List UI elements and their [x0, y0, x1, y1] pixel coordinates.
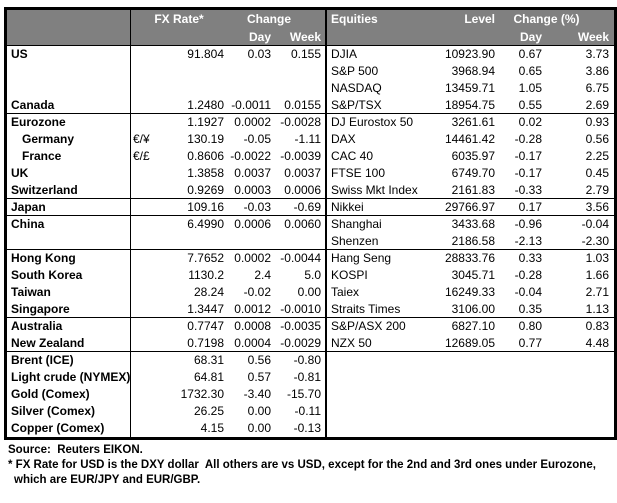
equity-day-change: 0.33 [518, 251, 542, 265]
table-row [7, 46, 614, 63]
fx-rate-value: 1.3858 [187, 166, 224, 180]
equity-day-change: -0.17 [514, 166, 542, 180]
equity-level [428, 403, 503, 420]
fx-rate-value: 91.804 [187, 47, 224, 61]
equity-day-change: -0.28 [514, 268, 542, 282]
equity-level: 6827.10 [451, 319, 495, 333]
fx-pair-symbol [130, 420, 157, 437]
fx-day-change: 0.0003 [234, 183, 271, 197]
fx-name-subheader-blank [7, 28, 130, 45]
fx-pair-symbol [130, 182, 157, 198]
equity-name [325, 403, 428, 420]
equity-day-change: 0.17 [518, 200, 542, 214]
equity-level: 16249.33 [444, 285, 495, 299]
footnote-line-1: * FX Rate for USD is the DXY dollar All others are vs USD, except for the 2nd and 3rd ones under Eurozone, [8, 459, 596, 471]
table-row [7, 369, 614, 386]
table-row [7, 267, 614, 284]
fx-week-change: -0.69 [293, 200, 321, 214]
equity-day-change: -2.13 [514, 234, 542, 248]
fx-rate-value: 7.7652 [187, 251, 224, 265]
equity-week-change: -0.04 [581, 217, 609, 231]
equity-level: 3261.61 [451, 115, 495, 129]
fx-day-change: 0.0012 [234, 302, 271, 316]
equity-name [325, 386, 428, 403]
fx-name: Eurozone [11, 115, 66, 129]
table-row [7, 114, 614, 131]
fx-pair-symbol: €/£ [130, 148, 157, 165]
equity-level: 18954.75 [444, 98, 495, 112]
fx-week-change: -0.0039 [280, 149, 321, 163]
equity-name: CAC 40 [325, 148, 428, 165]
fx-week-change [275, 80, 325, 97]
equity-week-change: 3.73 [585, 47, 609, 61]
table-body [7, 46, 614, 437]
fx-rate-value: 4.15 [200, 421, 224, 435]
table-row [7, 284, 614, 301]
equities-subheader-blank [325, 28, 428, 45]
equity-day-change: 0.55 [518, 98, 542, 112]
fx-name [7, 80, 130, 97]
fx-rate-value: 68.31 [193, 353, 224, 367]
fx-week-change: -0.0010 [280, 302, 321, 316]
fx-week-change: -0.0029 [280, 336, 321, 350]
equity-name: Hang Seng [325, 250, 428, 267]
equity-level: 28833.76 [444, 251, 495, 265]
equity-day-change: 0.77 [518, 336, 542, 350]
equity-level: 6749.70 [451, 166, 495, 180]
equity-day-change: 0.35 [518, 302, 542, 316]
equities-day-header: Day [519, 30, 542, 44]
table-header-row-1 [7, 10, 614, 28]
fx-pair-symbol [130, 386, 157, 403]
equity-level: 3106.00 [451, 302, 495, 316]
fx-pair-symbol [130, 403, 157, 420]
equity-name: Shanghai [325, 216, 428, 233]
equity-level: 6035.97 [451, 149, 495, 163]
equity-day-change [503, 386, 557, 403]
fx-name: China [11, 217, 45, 231]
equity-level: 3045.71 [451, 268, 495, 282]
equity-week-change [557, 386, 614, 403]
table-row [7, 97, 614, 114]
fx-day-change: 0.0002 [234, 251, 271, 265]
fx-rate-value: 1732.30 [180, 387, 224, 401]
equity-level: 2186.58 [451, 234, 495, 248]
table-row [7, 165, 614, 182]
fx-day-header: Day [248, 30, 271, 44]
source-note: Source: Reuters EIKON. [8, 444, 143, 456]
fx-week-change: 0.00 [297, 285, 321, 299]
equity-name: Swiss Mkt Index [325, 182, 428, 198]
equity-name [325, 352, 428, 369]
equity-name: Taiex [325, 284, 428, 301]
equity-name: Nikkei [325, 199, 428, 215]
fx-name: Brent (ICE) [11, 353, 74, 367]
equity-week-change [557, 369, 614, 386]
fx-pair-symbol [130, 267, 157, 284]
equity-level: 29766.97 [444, 200, 495, 214]
table-row [7, 352, 614, 369]
equity-name: DJIA [325, 46, 428, 63]
fx-rate-value: 26.25 [193, 404, 224, 418]
equity-week-change: 2.79 [585, 183, 609, 197]
fx-pair-symbol [130, 165, 157, 182]
equity-day-change: 0.67 [518, 47, 542, 61]
equity-level: 3433.68 [451, 217, 495, 231]
fx-week-change: -0.0035 [280, 319, 321, 333]
fx-day-change: 0.0037 [234, 166, 271, 180]
fx-pair-symbol: €/¥ [130, 131, 157, 148]
fx-rate-value [157, 63, 227, 80]
equity-day-change: -0.17 [514, 149, 542, 163]
equity-level: 3968.94 [451, 64, 495, 78]
fx-week-change: 0.155 [290, 47, 321, 61]
fx-day-change: 0.00 [247, 421, 271, 435]
equity-day-change [503, 352, 557, 369]
fx-day-change: 0.0002 [234, 115, 271, 129]
fx-rate-value: 0.9269 [187, 183, 224, 197]
table-row [7, 250, 614, 267]
fx-day-change: 0.0006 [234, 217, 271, 231]
fx-day-change: 0.56 [247, 353, 271, 367]
equity-name: S&P/ASX 200 [325, 318, 428, 335]
equity-week-change: 1.13 [585, 302, 609, 316]
equity-week-change: 2.25 [585, 149, 609, 163]
equity-day-change: 0.02 [518, 115, 542, 129]
table-row [7, 335, 614, 352]
fx-week-change: -0.80 [293, 353, 321, 367]
equity-level: 10923.90 [444, 47, 495, 61]
equity-level [428, 420, 503, 437]
table-row [7, 131, 614, 148]
fx-day-change: 0.0008 [234, 319, 271, 333]
fx-day-change: 0.0004 [234, 336, 271, 350]
fx-day-change: 0.57 [247, 370, 271, 384]
fx-pair-symbol [130, 284, 157, 301]
fx-pair-symbol [130, 97, 157, 113]
fx-day-change: 2.4 [254, 268, 271, 282]
fx-name: Australia [11, 319, 63, 333]
table-row [7, 386, 614, 403]
table-row [7, 216, 614, 233]
equity-week-change: 3.86 [585, 64, 609, 78]
fx-name: Gold (Comex) [11, 387, 90, 401]
equity-week-change: 0.93 [585, 115, 609, 129]
fx-name: Taiwan [11, 285, 51, 299]
table-header-row-2 [7, 28, 614, 46]
equity-week-change [557, 403, 614, 420]
fx-name: Germany [22, 132, 75, 146]
equities-header: Equities [325, 10, 428, 28]
fx-rate-value: 1.2480 [187, 98, 224, 112]
equity-week-change: -2.30 [581, 234, 609, 248]
table-row [7, 420, 614, 437]
fx-rate-value: 1130.2 [188, 268, 224, 282]
footnote-line-2: which are EUR/JPY and EUR/GBP. [14, 474, 201, 486]
equity-day-change: -0.96 [514, 217, 542, 231]
fx-name-header-blank [7, 10, 130, 28]
fx-pair-symbol [130, 216, 157, 233]
level-subheader-blank [428, 28, 503, 45]
equity-level: 13459.71 [444, 81, 495, 95]
equity-week-change: 4.48 [585, 336, 609, 350]
fx-week-header: Week [289, 30, 321, 44]
fx-pair-symbol [130, 369, 157, 386]
equities-week-header: Week [577, 30, 609, 44]
fx-pair-symbol [130, 199, 157, 215]
equity-day-change: -0.33 [514, 183, 542, 197]
fx-day-change: 0.03 [247, 47, 271, 61]
fx-name: US [11, 47, 28, 61]
fx-day-change: -3.40 [243, 387, 271, 401]
equity-week-change: 6.75 [585, 81, 609, 95]
equity-name: Straits Times [325, 301, 428, 317]
fx-rate-subheader-blank [130, 28, 227, 45]
equity-day-change [503, 369, 557, 386]
fx-rate-value: 1.1927 [187, 115, 224, 129]
fx-day-change [227, 63, 275, 80]
equity-level: 2161.83 [451, 183, 495, 197]
equity-day-change [503, 420, 557, 437]
fx-week-change: -1.11 [294, 132, 321, 146]
fx-week-change: -0.81 [293, 370, 321, 384]
equity-day-change: 0.80 [518, 319, 542, 333]
equity-week-change [557, 352, 614, 369]
fx-rate-value: 1.3447 [187, 302, 224, 316]
fx-day-change: -0.02 [243, 285, 271, 299]
fx-rate-value: 109.16 [187, 200, 224, 214]
fx-name: Silver (Comex) [11, 404, 96, 418]
fx-day-change: -0.0011 [231, 98, 271, 112]
fx-rate-value: 64.81 [193, 370, 224, 384]
fx-pair-symbol [130, 318, 157, 335]
fx-rate-value: 130.19 [187, 132, 224, 146]
equity-day-change: 1.05 [518, 81, 542, 95]
equity-name: DAX [325, 131, 428, 148]
fx-name: UK [11, 166, 29, 180]
equity-level: 12689.05 [444, 336, 495, 350]
fx-name: South Korea [11, 268, 83, 282]
fx-rate-value: 6.4990 [187, 217, 224, 231]
fx-name: Switzerland [11, 183, 78, 197]
fx-week-change: 0.0037 [284, 166, 321, 180]
equity-week-change: 3.56 [585, 200, 609, 214]
fx-day-change: -0.03 [243, 200, 271, 214]
equity-week-change [557, 420, 614, 437]
table-row [7, 301, 614, 318]
equity-week-change: 2.69 [585, 98, 609, 112]
equity-level [428, 386, 503, 403]
equity-level [428, 369, 503, 386]
fx-rate-header: FX Rate* [130, 10, 227, 28]
equity-week-change: 1.03 [585, 251, 609, 265]
table-footer [4, 443, 617, 488]
equity-week-change: 0.83 [585, 319, 609, 333]
table-row [7, 80, 614, 97]
equity-name: NZX 50 [325, 335, 428, 351]
fx-name: Hong Kong [11, 251, 76, 265]
fx-name: New Zealand [11, 336, 85, 350]
equity-name: DJ Eurostox 50 [325, 114, 428, 131]
fx-week-change: 0.0006 [284, 183, 321, 197]
fx-pair-symbol [130, 80, 157, 97]
fx-week-change: 5.0 [304, 268, 321, 282]
equity-week-change: 2.71 [585, 285, 609, 299]
fx-pair-symbol [130, 335, 157, 351]
fx-week-change: -0.13 [293, 421, 321, 435]
fx-pair-symbol [130, 63, 157, 80]
fx-name [7, 63, 130, 80]
equity-name: S&P 500 [325, 63, 428, 80]
fx-name: Japan [11, 200, 46, 214]
fx-rate-value: 0.7747 [187, 319, 224, 333]
fx-pair-symbol [130, 352, 157, 369]
fx-week-change: -0.0044 [280, 251, 321, 265]
fx-name: Singapore [11, 302, 70, 316]
level-header: Level [464, 12, 495, 26]
equity-name [325, 420, 428, 437]
fx-day-change: -0.0022 [230, 149, 271, 163]
fx-name [7, 233, 130, 249]
fx-week-change [275, 233, 325, 249]
equity-week-change: 1.66 [585, 268, 609, 282]
fx-rate-value [157, 233, 227, 249]
fx-week-change [275, 63, 325, 80]
market-summary-table [4, 7, 617, 440]
fx-rate-value: 0.7198 [187, 336, 224, 350]
equity-name: KOSPI [325, 267, 428, 284]
fx-week-change: -0.11 [294, 404, 321, 418]
fx-name: Light crude (NYMEX) [11, 370, 130, 384]
fx-week-change: 0.0060 [284, 217, 321, 231]
table-row [7, 403, 614, 420]
equity-level [428, 352, 503, 369]
equity-name [325, 369, 428, 386]
fx-rate-value: 0.8606 [187, 149, 224, 163]
fx-week-change: -0.0028 [280, 115, 321, 129]
fx-day-change [227, 80, 275, 97]
fx-name: Copper (Comex) [11, 421, 105, 435]
equity-week-change: 0.45 [585, 166, 609, 180]
fx-day-change: 0.00 [247, 404, 271, 418]
equity-day-change: -0.04 [514, 285, 542, 299]
table-row [7, 148, 614, 165]
fx-pair-symbol [130, 46, 157, 63]
equity-day-change: -0.28 [514, 132, 542, 146]
fx-name: Canada [11, 98, 55, 112]
fx-pair-symbol [130, 233, 157, 249]
table-row [7, 182, 614, 199]
equity-level: 14461.42 [444, 132, 495, 146]
fx-week-change: -15.70 [286, 387, 321, 401]
equity-week-change: 0.56 [585, 132, 609, 146]
equities-change-pct-header: Change (%) [513, 12, 580, 26]
fx-day-change: -0.05 [243, 132, 271, 146]
equity-name: Shenzen [325, 233, 428, 249]
fx-pair-symbol [130, 114, 157, 131]
fx-change-header: Change [246, 12, 291, 26]
fx-pair-symbol [130, 301, 157, 317]
fx-name: France [22, 149, 62, 163]
table-row [7, 199, 614, 216]
fx-rate-value: 28.24 [193, 285, 224, 299]
table-row [7, 63, 614, 80]
equity-name: S&P/TSX [325, 97, 428, 113]
fx-day-change [227, 233, 275, 249]
fx-week-change: 0.0155 [284, 98, 321, 112]
fx-rate-value [157, 80, 227, 97]
table-row [7, 318, 614, 335]
equity-day-change [503, 403, 557, 420]
equity-name: NASDAQ [325, 80, 428, 97]
table-row [7, 233, 614, 250]
equity-name: FTSE 100 [325, 165, 428, 182]
fx-pair-symbol [130, 250, 157, 267]
equity-day-change: 0.65 [518, 64, 542, 78]
